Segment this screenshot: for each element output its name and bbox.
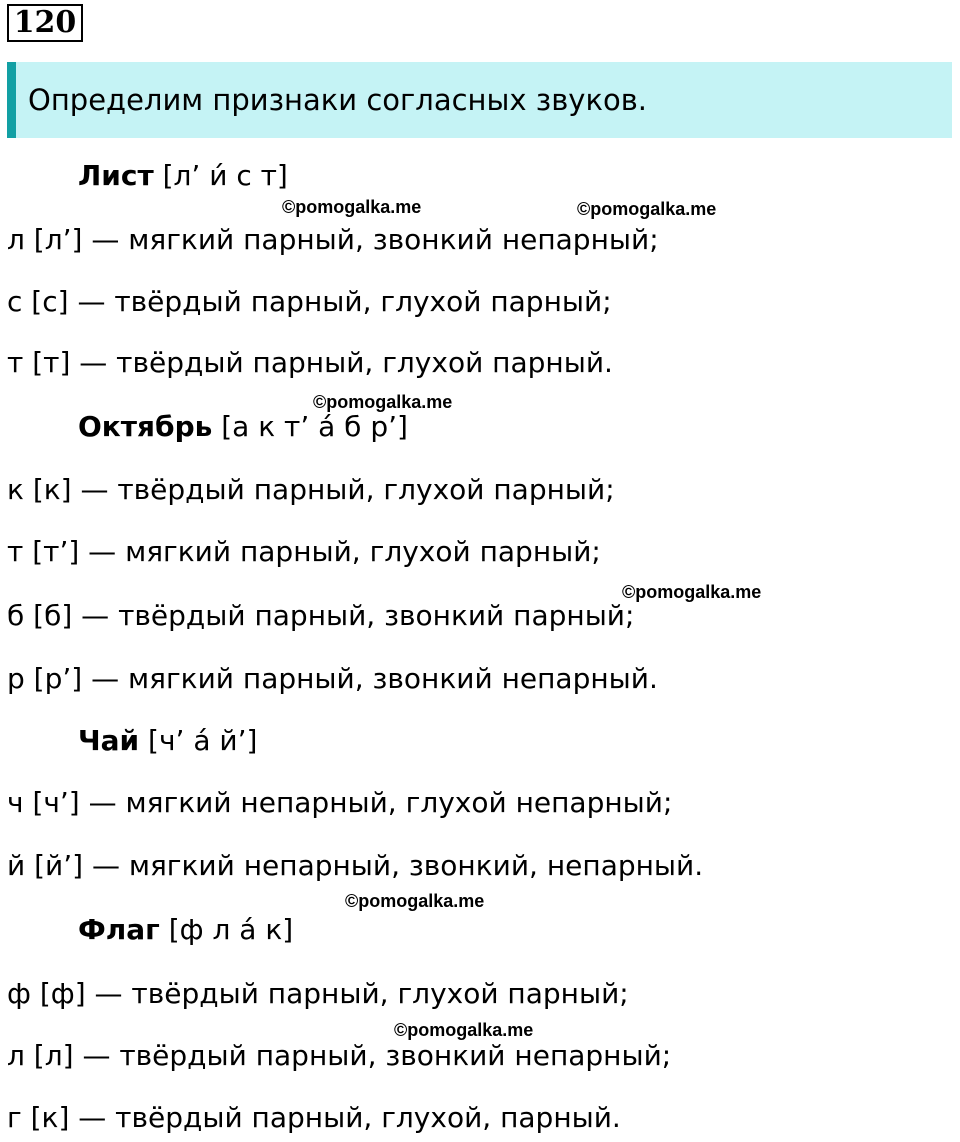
watermark: ©pomogalka.me (622, 582, 762, 602)
sound-line: л [л] — твёрдый парный, звонкий непарный; (7, 1039, 672, 1072)
sound-line: й [й’] — мягкий непарный, звонкий, непарный. (7, 849, 704, 882)
task-number: 120 (7, 4, 83, 42)
sound-line: л [л’] — мягкий парный, звонкий непарный; (7, 223, 659, 256)
sound-line: б [б] — твёрдый парный, звонкий парный; (7, 599, 635, 632)
word-title: Октябрь (78, 410, 213, 443)
sound-line: т [т’] — мягкий парный, глухой парный; (7, 535, 601, 568)
word-transcription: [л’ и́ с т] (162, 159, 288, 192)
sound-line: г [к] — твёрдый парный, глухой, парный. (7, 1101, 621, 1134)
watermark: ©pomogalka.me (345, 891, 485, 911)
sound-line: р [р’] — мягкий парный, звонкий непарный. (7, 662, 658, 695)
intro-banner: Определим признаки согласных звуков. (7, 62, 952, 138)
word-title: Лист (78, 159, 154, 192)
sound-line: т [т] — твёрдый парный, глухой парный. (7, 346, 613, 379)
watermark: ©pomogalka.me (313, 392, 453, 412)
word-heading (78, 723, 257, 759)
watermark: ©pomogalka.me (394, 1020, 534, 1040)
word-transcription: [ч’ а́ й’] (148, 724, 258, 757)
word-transcription: [а к т’ а́ б р’] (221, 410, 408, 443)
watermark: ©pomogalka.me (577, 199, 717, 219)
sound-line: ч [ч’] — мягкий непарный, глухой непарный; (7, 786, 673, 819)
sound-line: к [к] — твёрдый парный, глухой парный; (7, 473, 615, 506)
sound-line: с [с] — твёрдый парный, глухой парный; (7, 285, 612, 318)
watermark: ©pomogalka.me (282, 197, 422, 217)
word-title: Чай (78, 724, 140, 757)
word-transcription: [ф л а́ к] (168, 913, 294, 946)
word-title: Флаг (78, 913, 160, 946)
word-heading (78, 409, 408, 445)
word-heading (78, 158, 288, 194)
word-heading (78, 912, 293, 948)
sound-line: ф [ф] — твёрдый парный, глухой парный; (7, 977, 629, 1010)
